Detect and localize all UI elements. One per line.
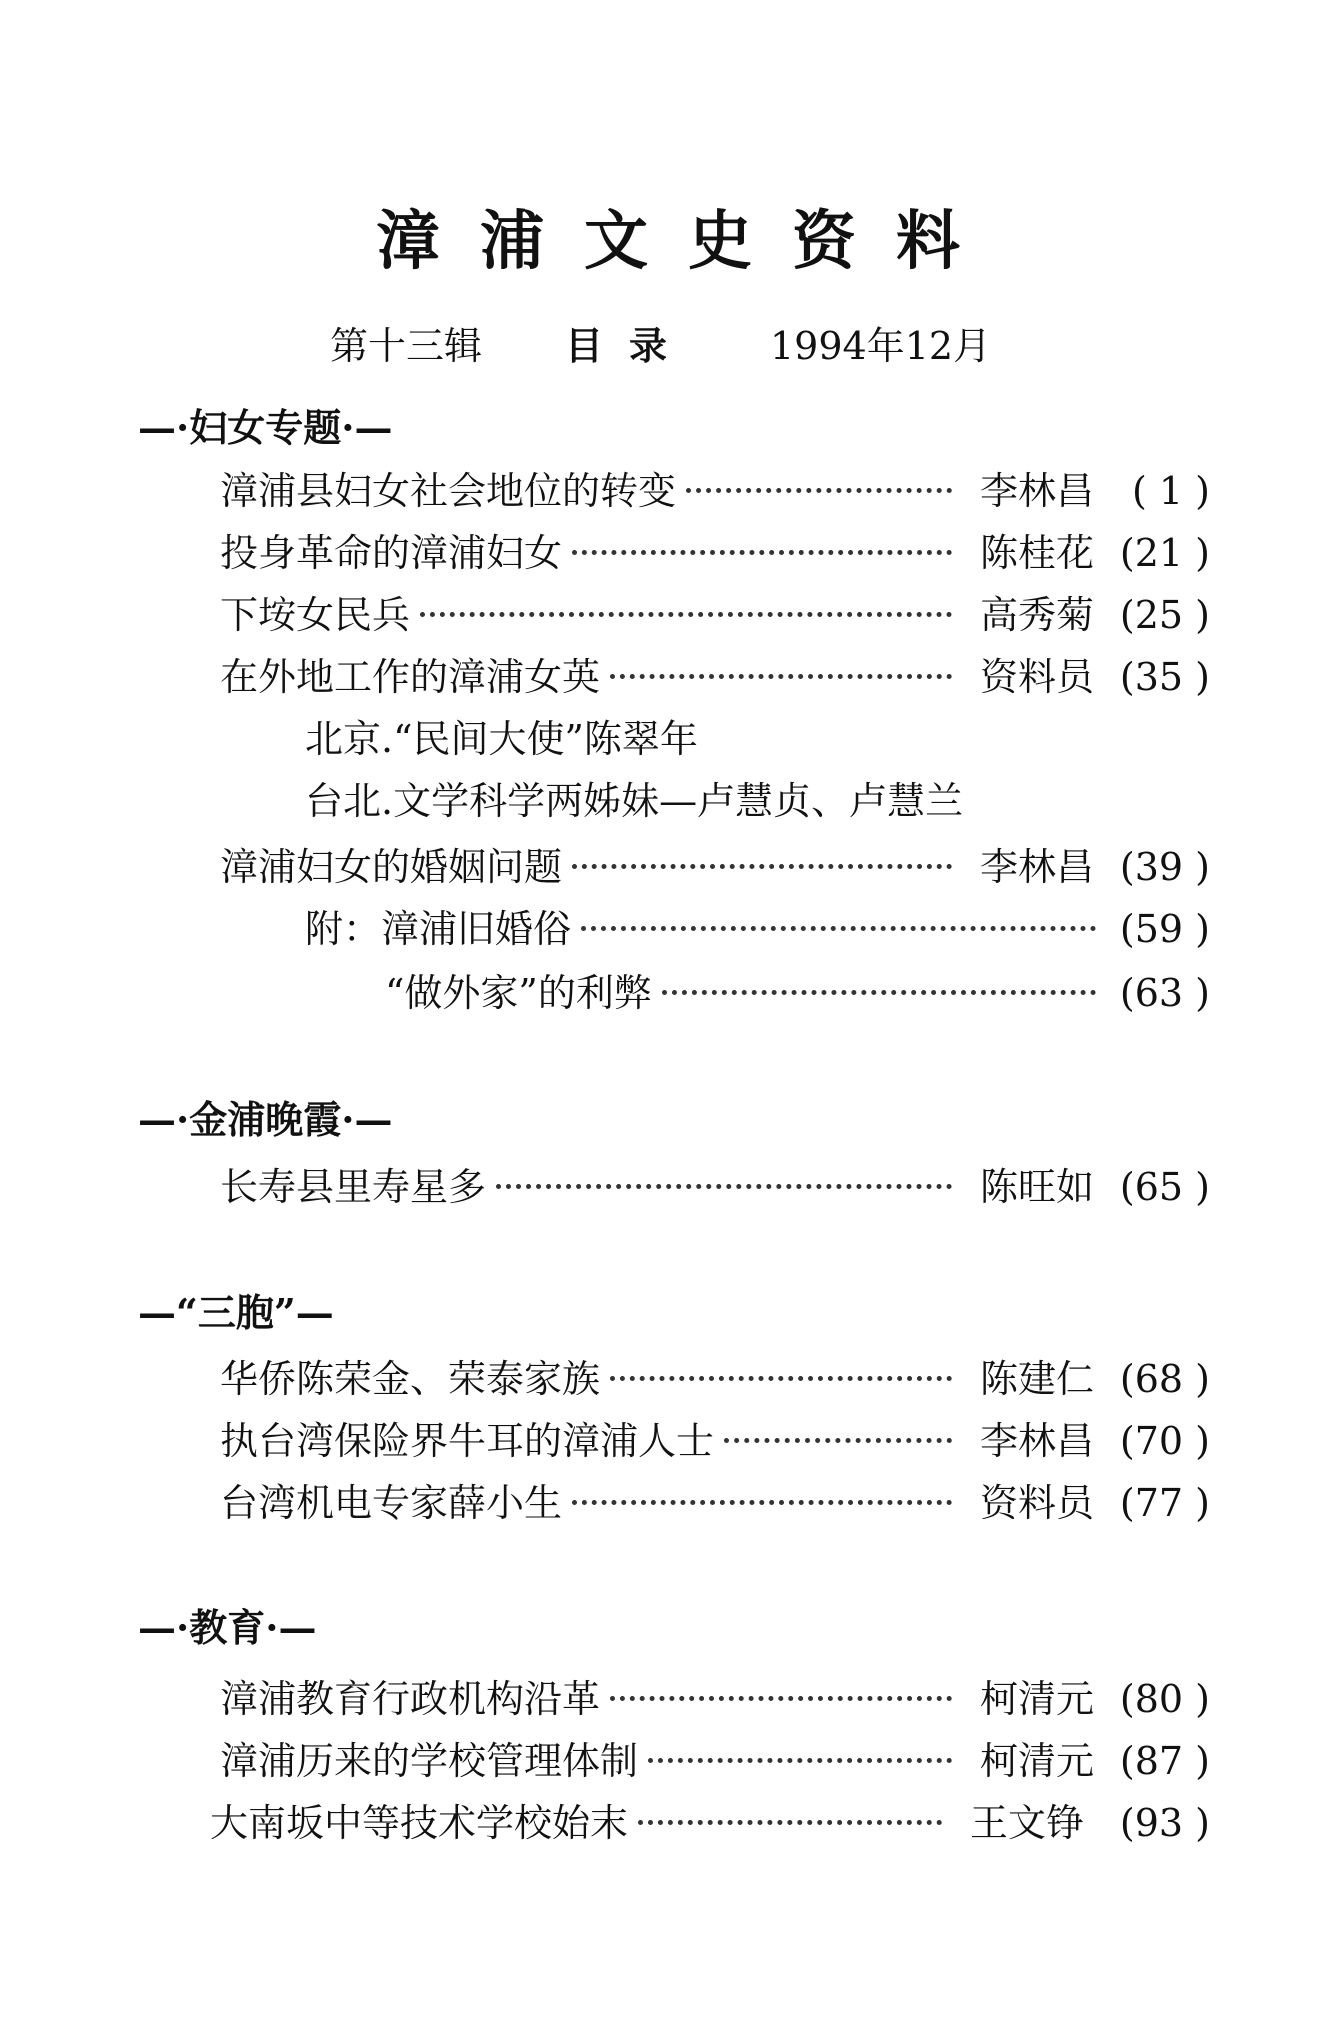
entry-page: (93 ): [1119, 1801, 1210, 1845]
dot-leader: [724, 1438, 952, 1443]
section-heading-women: —·妇女专题·—: [138, 405, 393, 450]
entry-page: (70 ): [1119, 1419, 1210, 1463]
entry-title: “做外家”的利弊: [385, 964, 658, 1022]
entry-page: (25 ): [1119, 593, 1210, 637]
dot-leader: [662, 990, 1096, 995]
entry-title: 漳浦历来的学校管理体制: [220, 1732, 644, 1790]
toc-entry[interactable]: [220, 1350, 1210, 1408]
entry-title: 北京.“民间大使”陈翠年: [305, 710, 704, 768]
entry-title: 台湾机电专家薛小生: [220, 1474, 568, 1532]
entry-page: (63 ): [1119, 971, 1210, 1015]
toc-subentry[interactable]: [305, 710, 1210, 768]
entry-title: 附：漳浦旧婚俗: [305, 900, 577, 958]
dot-leader: [610, 1376, 952, 1381]
volume-label: 第十三辑: [330, 324, 483, 368]
dot-leader: [572, 864, 952, 869]
dot-leader: [581, 926, 1096, 931]
entry-page: (35 ): [1119, 655, 1210, 699]
entry-author: 资料员: [980, 655, 1095, 699]
toc-entry[interactable]: [220, 1732, 1210, 1790]
entry-author: 王文铮: [970, 1801, 1085, 1845]
dot-leader: [496, 1184, 952, 1189]
dot-leader: [638, 1820, 942, 1825]
dot-leader: [572, 550, 952, 555]
entry-author: 陈桂花: [980, 531, 1095, 575]
contents-label: 目录: [565, 323, 694, 368]
entry-title: 漳浦县妇女社会地位的转变: [220, 462, 682, 520]
dot-leader: [686, 488, 952, 493]
entry-title: 大南坂中等技术学校始末: [210, 1794, 634, 1852]
entry-title: 漳浦教育行政机构沿革: [220, 1670, 606, 1728]
entry-title: 在外地工作的漳浦女英: [220, 648, 606, 706]
dot-leader: [610, 1696, 952, 1701]
toc-subtitle: [330, 318, 1030, 374]
entry-author: 陈建仁: [980, 1357, 1095, 1401]
toc-entry[interactable]: [220, 838, 1210, 896]
entry-author: 陈旺如: [980, 1165, 1095, 1209]
toc-subentry[interactable]: [305, 772, 1210, 830]
entry-title: 华侨陈荣金、荣泰家族: [220, 1350, 606, 1408]
toc-subentry[interactable]: [305, 900, 1210, 958]
entry-page: (87 ): [1119, 1739, 1210, 1783]
entry-author: 柯清元: [980, 1677, 1095, 1721]
entry-page: (68 ): [1119, 1357, 1210, 1401]
entry-title: 台北.文学科学两姊妹—卢慧贞、卢慧兰: [305, 772, 969, 830]
toc-entry[interactable]: [210, 1794, 1210, 1852]
page-title: 漳浦文史资料: [376, 204, 1000, 279]
entry-author: 资料员: [980, 1481, 1095, 1525]
entry-page: (65 ): [1119, 1165, 1210, 1209]
entry-author: 李林昌: [980, 1419, 1095, 1463]
dot-leader: [610, 674, 952, 679]
entry-title: 投身革命的漳浦妇女: [220, 524, 568, 582]
toc-subentry[interactable]: [385, 964, 1210, 1022]
toc-entry[interactable]: [220, 1670, 1210, 1728]
entry-author: 李林昌: [980, 845, 1095, 889]
entry-title: 下垵女民兵: [220, 586, 416, 644]
date-label: 1994年12月: [770, 324, 992, 368]
toc-entry[interactable]: [220, 1412, 1210, 1470]
entry-page: (80 ): [1119, 1677, 1210, 1721]
entry-title: 执台湾保险界牛耳的漳浦人士: [220, 1412, 720, 1470]
section-heading-compatriots: —“三胞”—: [138, 1290, 334, 1335]
entry-page: ( 1 ): [1132, 469, 1210, 513]
entry-page: (21 ): [1119, 531, 1210, 575]
dot-leader: [420, 612, 952, 617]
toc-entry[interactable]: [220, 586, 1210, 644]
entry-author: 高秀菊: [980, 593, 1095, 637]
entry-author: 李林昌: [980, 469, 1095, 513]
entry-page: (59 ): [1119, 907, 1210, 951]
entry-author: 柯清元: [980, 1739, 1095, 1783]
entry-title: 长寿县里寿星多: [220, 1158, 492, 1216]
toc-entry[interactable]: [220, 524, 1210, 582]
section-heading-elderly: —·金浦晚霞·—: [138, 1097, 393, 1142]
section-heading-education: —·教育·—: [138, 1605, 317, 1650]
entry-page: (39 ): [1119, 845, 1210, 889]
toc-entry[interactable]: [220, 1474, 1210, 1532]
dot-leader: [572, 1500, 952, 1505]
toc-entry[interactable]: [220, 648, 1210, 706]
toc-entry[interactable]: [220, 1158, 1210, 1216]
entry-title: 漳浦妇女的婚姻问题: [220, 838, 568, 896]
dot-leader: [648, 1758, 952, 1763]
entry-page: (77 ): [1119, 1481, 1210, 1525]
toc-entry[interactable]: [220, 462, 1210, 520]
